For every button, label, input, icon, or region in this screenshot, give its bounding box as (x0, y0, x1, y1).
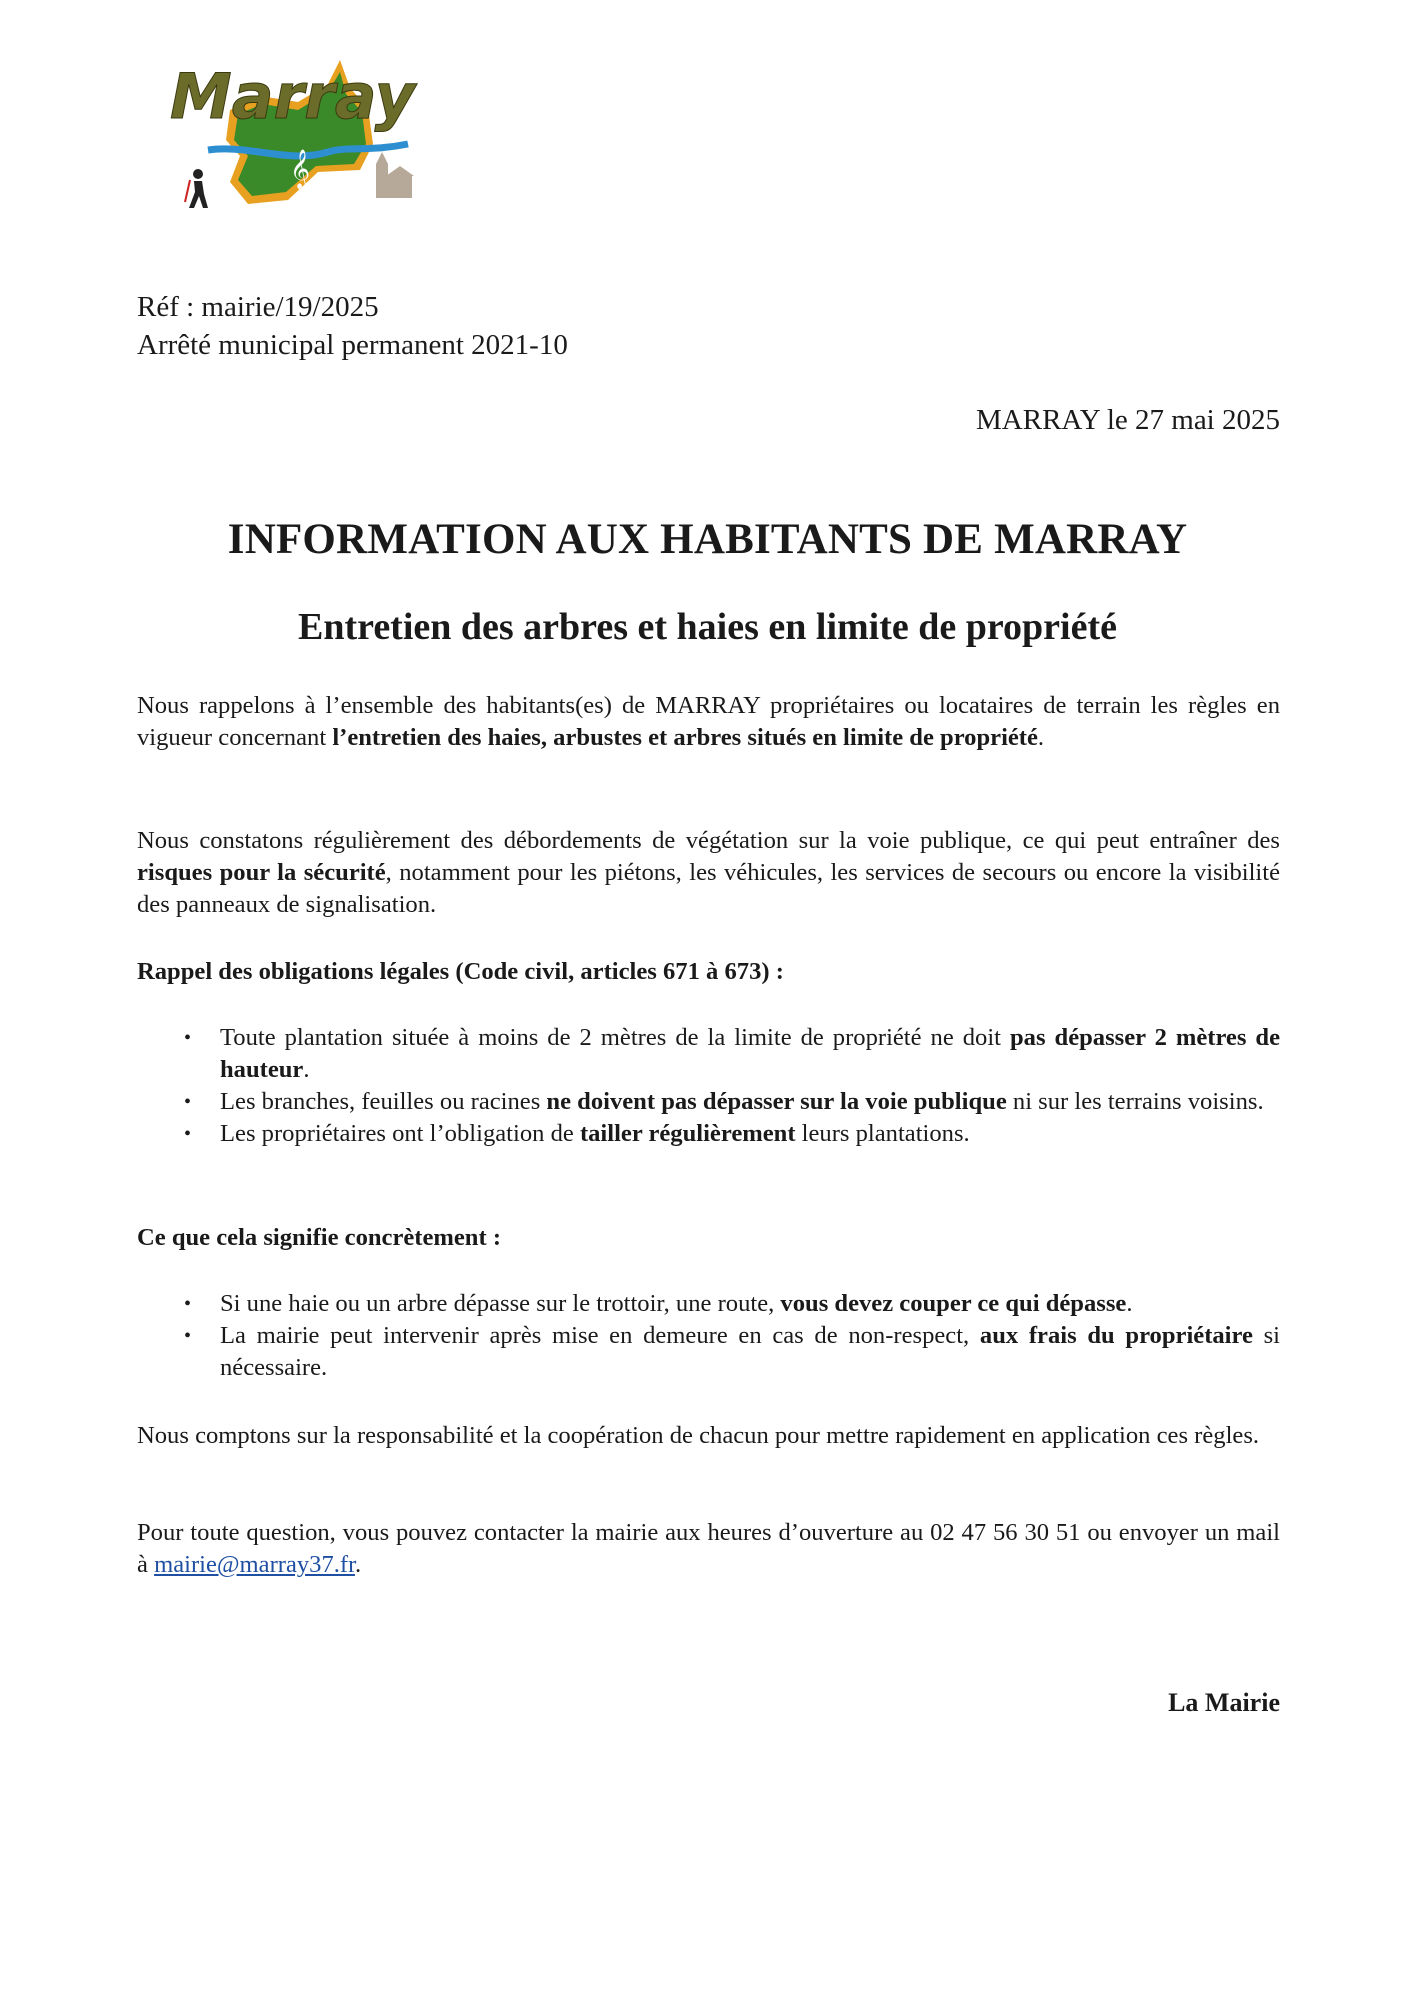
constat-bold: risques pour la sécurité (137, 859, 386, 886)
intro-bold: l’entretien des haies, arbustes et arbres situés en limite de propriété (332, 724, 1038, 751)
list-item-bold: aux frais du propriétaire (979, 1322, 1253, 1349)
list-item-text: Toute plantation située à moins de 2 mètres de la limite de propriété ne doit (220, 1024, 1010, 1051)
list-item-text: leurs plantations. (795, 1120, 970, 1147)
constat-text-1: Nous constatons régulièrement des débordements de végétation sur la voie publique, ce qui peut entraîner des (137, 827, 1280, 854)
intro-paragraph (137, 690, 1280, 754)
list-item (137, 1320, 1280, 1384)
bullet-icon: • (184, 1325, 192, 1347)
list-item-text: . (1126, 1290, 1133, 1317)
contact-paragraph (137, 1517, 1280, 1581)
list-item-bold: tailler régulièrement (579, 1120, 796, 1147)
list-item-text: ni sur les terrains voisins. (1006, 1088, 1264, 1115)
email-link[interactable]: mairie@marray37.fr (154, 1551, 355, 1578)
list-item (137, 1022, 1280, 1086)
svg-text:𝄞: 𝄞 (290, 149, 311, 189)
list-item (137, 1288, 1280, 1320)
reference-number: Réf : mairie/19/2025 (137, 291, 379, 323)
reference-block (137, 288, 568, 364)
constat-paragraph (137, 825, 1280, 921)
list-item (137, 1086, 1280, 1118)
cooperation-paragraph: Nous comptons sur la responsabilité et la coopération de chacun pour mettre rapidement en application ces règles. (137, 1422, 1260, 1449)
marray-logo (168, 52, 418, 212)
constat-text-2: , notamment pour les piétons, les véhicules, les services de secours ou encore la visibilité des panneaux de signalisation. (137, 859, 1280, 918)
list-item-text: La mairie peut intervenir après mise en demeure en cas de non-respect, (220, 1322, 980, 1349)
obligations-list (137, 1022, 1280, 1150)
concret-heading: Ce que cela signifie concrètement : (137, 1224, 502, 1251)
contact-end: . (354, 1551, 362, 1578)
rappel-heading: Rappel des obligations légales (Code civil, articles 671 à 673) : (137, 958, 784, 985)
svg-text:Marray: Marray (170, 60, 416, 133)
intro-text: Nous rappelons à l’ensemble des habitants(es) de MARRAY propriétaires ou locataires de terrain les règles en vigueur concernant (137, 692, 1280, 751)
bullet-icon: • (184, 1293, 192, 1315)
signature: La Mairie (1168, 1688, 1280, 1717)
list-item (137, 1118, 1280, 1150)
list-item-text: . (303, 1056, 310, 1083)
list-item-bold: pas dépasser 2 mètres de hauteur (220, 1024, 1280, 1083)
list-item-bold: ne doivent pas dépasser sur la voie publique (546, 1088, 1007, 1115)
list-item-text: Les branches, feuilles ou racines (220, 1088, 547, 1115)
bullet-icon: • (184, 1091, 192, 1113)
concret-list (137, 1288, 1280, 1384)
list-item-text: Les propriétaires ont l’obligation de (220, 1120, 580, 1147)
bullet-icon: • (184, 1123, 192, 1145)
list-item-bold: vous devez couper ce qui dépasse (780, 1290, 1127, 1317)
bullet-icon: • (184, 1027, 192, 1049)
list-item-text: si nécessaire. (220, 1322, 1281, 1381)
intro-end: . (1037, 724, 1045, 751)
place-date: MARRAY le 27 mai 2025 (976, 404, 1280, 436)
contact-text: Pour toute question, vous pouvez contacter la mairie aux heures d’ouverture au 02 47 56 30 51 ou envoyer un mail à (137, 1519, 1280, 1578)
document-title: INFORMATION AUX HABITANTS DE MARRAY (227, 516, 1188, 563)
arrete-reference: Arrêté municipal permanent 2021-10 (137, 329, 568, 361)
list-item-text: Si une haie ou un arbre dépasse sur le trottoir, une route, (220, 1290, 781, 1317)
document-subtitle: Entretien des arbres et haies en limite de propriété (298, 606, 1117, 648)
marray-logo-graphic (168, 52, 418, 212)
